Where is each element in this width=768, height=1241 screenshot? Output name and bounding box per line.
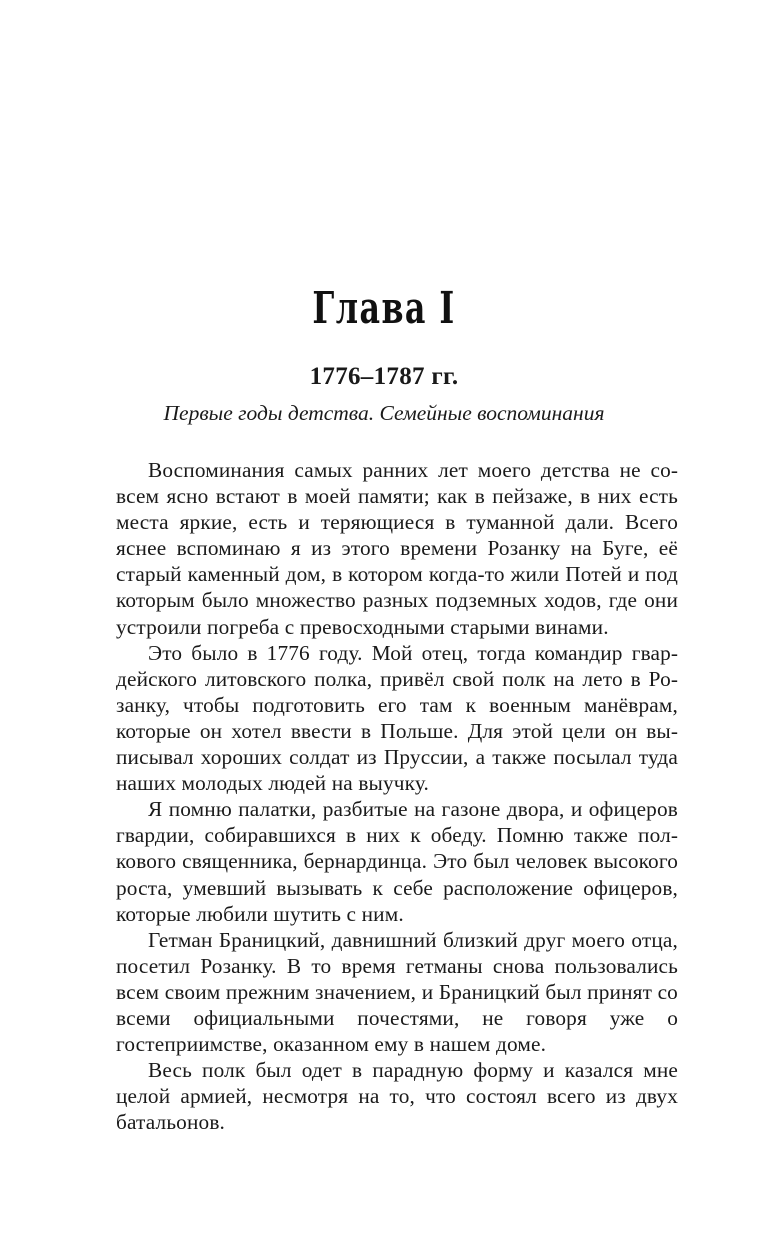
chapter-years: 1776–1787 гг. [309, 363, 459, 390]
chapter-subtitle: Первые годы детства. Семейные воспоминания [163, 401, 605, 425]
paragraph: Весь полк был одет в парадную форму и казался мне целой армией, несмотря на то, что состоял всего из двух батальонов. [116, 1058, 678, 1135]
paragraph: Воспоминания самых ранних лет моего детства не совсем ясно встают в моей памяти; как в пейзаже, в них есть места яркие, есть и теряющиеся в туманной дали. Всего яснее вспоминаю я из этого времени Розанку на Буге, её старый каменный дом, в котором когда-то жили Потей и под которым было множество разных подземных ходов, где они устроили погреба с превосходными старыми винами. [116, 458, 678, 639]
paragraph: Это было в 1776 году. Мой отец, тогда командир гвардейского литовского полка, привёл свой полк на лето в Розанку, чтобы подготовить его там к военным манёврам, которые он хотел ввести в Польше. Для этой цели он выписывал хороших солдат из Пруссии, а также посылал туда наших молодых людей на выучку. [116, 640, 678, 796]
body-text [116, 457, 678, 1135]
paragraph: Я помню палатки, разбитые на газоне двора, и офицеров гвардии, собиравшихся в них к обеду. Помню также полкового священника, бернардинца. Это был человек высокого роста, умевший вызывать к себе расположение офицеров, которые любили шутить с ним. [116, 797, 678, 926]
paragraph: Гетман Браницкий, давнишний близкий друг моего отца, посетил Розанку. В то время гетманы снова пользовались всем своим прежним значением, и Браницкий был принят со всеми официальными почестями, не говоря уже о гостеприимстве, оказанном ему в нашем доме. [116, 927, 678, 1057]
chapter-title: Глава I [312, 283, 456, 334]
